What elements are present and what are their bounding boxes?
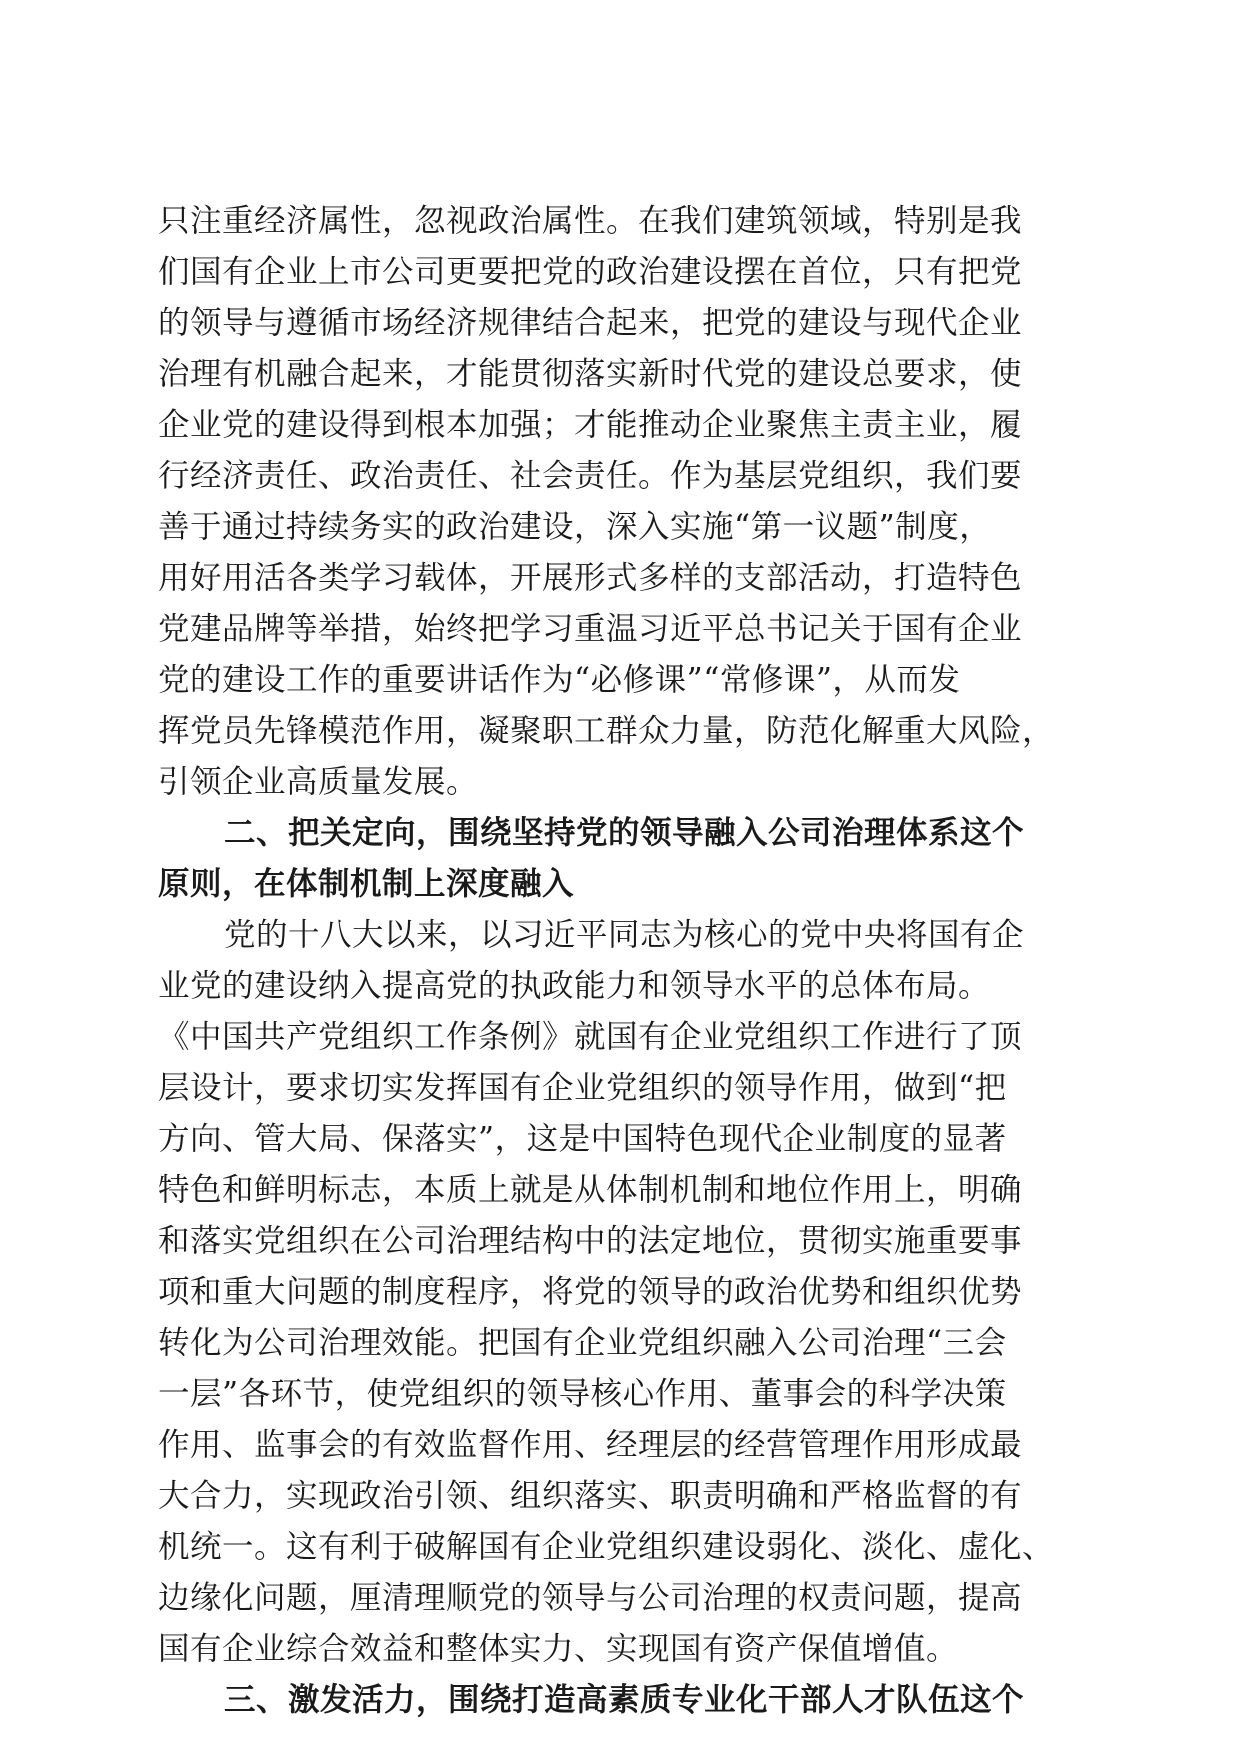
- heading-line: 三、激发活力，围绕打造高素质专业化干部人才队伍这个: [224, 1682, 1025, 1718]
- text-line: 和落实党组织在公司治理结构中的法定地位，贯彻实施重要事: [158, 1223, 1023, 1259]
- text-line: 作用、监事会的有效监督作用、经理层的经营管理作用形成最: [158, 1427, 1023, 1463]
- text-line: 业党的建设纳入提高党的执政能力和领导水平的总体布局。: [158, 968, 991, 1004]
- text-line: 机统一。这有利于破解国有企业党组织建设弱化、淡化、虚化、: [158, 1529, 1055, 1565]
- text-line: 转化为公司治理效能。把国有企业党组织融入公司治理“三会: [158, 1325, 1007, 1361]
- text-line: 企业党的建设得到根本加强；才能推动企业聚焦主责主业，履: [158, 407, 1023, 443]
- text-line: 行经济责任、政治责任、社会责任。作为基层党组织，我们要: [158, 458, 1023, 494]
- section-heading-2: [158, 808, 1078, 910]
- paragraph-2: [158, 910, 1078, 1675]
- text-line: 治理有机融合起来，才能贯彻落实新时代党的建设总要求，使: [158, 356, 1023, 392]
- text-line: 国有企业综合效益和整体实力、实现国有资产保值增值。: [158, 1631, 959, 1667]
- text-line: 边缘化问题，厘清理顺党的领导与公司治理的权责问题，提高: [158, 1580, 1023, 1616]
- text-line: 引领企业高质量发展。: [158, 764, 479, 800]
- heading-line: 原则，在体制机制上深度融入: [158, 866, 575, 902]
- text-line: 一层”各环节，使党组织的领导核心作用、董事会的科学决策: [158, 1376, 1007, 1412]
- text-line: 善于通过持续务实的政治建设，深入实施“第一议题”制度，: [158, 509, 992, 545]
- heading-line: 二、把关定向，围绕坚持党的领导融入公司治理体系这个: [224, 815, 1025, 851]
- text-line: 只注重经济属性，忽视政治属性。在我们建筑领域，特别是我: [158, 203, 1023, 239]
- text-line: 项和重大问题的制度程序，将党的领导的政治优势和组织优势: [158, 1274, 1023, 1310]
- text-line: 用好用活各类学习载体，开展形式多样的支部活动，打造特色: [158, 560, 1023, 596]
- text-line: 们国有企业上市公司更要把党的政治建设摆在首位，只有把党: [158, 254, 1023, 290]
- text-line: 《中国共产党组织工作条例》就国有企业党组织工作进行了顶: [158, 1019, 1023, 1055]
- text-line: 挥党员先锋模范作用，凝聚职工群众力量，防范化解重大风险，: [158, 713, 1055, 749]
- section-heading-3: [158, 1675, 1078, 1726]
- paragraph-1: [158, 196, 1078, 808]
- document-body: [158, 196, 1078, 1726]
- text-line: 层设计，要求切实发挥国有企业党组织的领导作用，做到“把: [158, 1070, 1007, 1106]
- text-line: 方向、管大局、保落实”，这是中国特色现代企业制度的显著: [158, 1121, 1007, 1157]
- text-line: 大合力，实现政治引领、组织落实、职责明确和严格监督的有: [158, 1478, 1023, 1514]
- text-line: 特色和鲜明标志，本质上就是从体制机制和地位作用上，明确: [158, 1172, 1023, 1208]
- text-line: 党建品牌等举措，始终把学习重温习近平总书记关于国有企业: [158, 611, 1023, 647]
- text-line: 党的十八大以来，以习近平同志为核心的党中央将国有企: [224, 917, 1025, 953]
- text-line: 党的建设工作的重要讲话作为“必修课”“常修课”，从而发: [158, 662, 961, 698]
- text-line: 的领导与遵循市场经济规律结合起来，把党的建设与现代企业: [158, 305, 1023, 341]
